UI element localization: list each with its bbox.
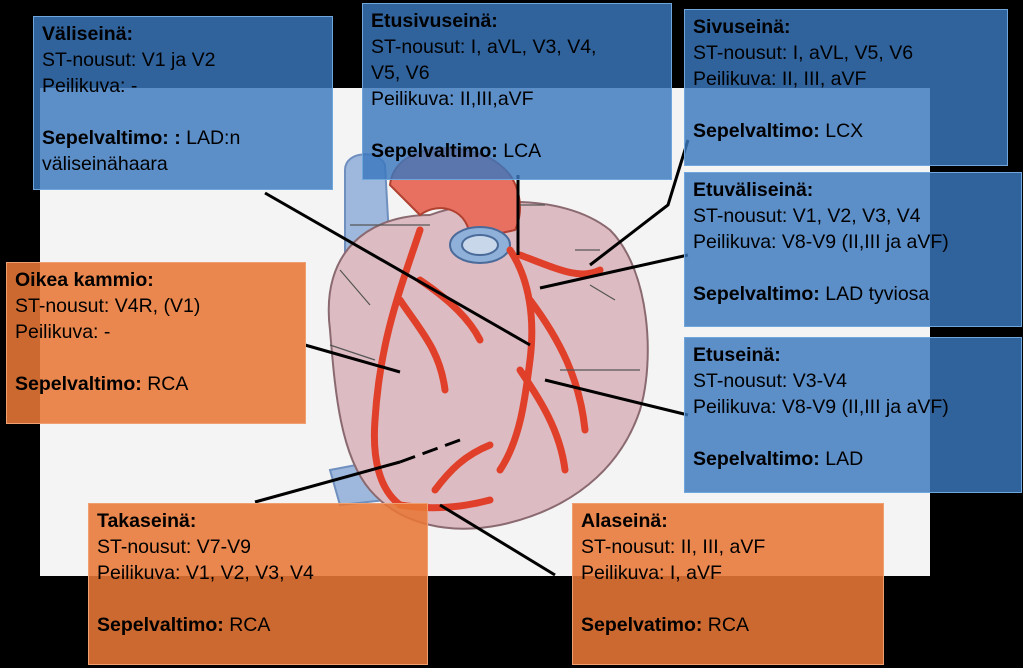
inferior-st-value: II, III, aVF	[680, 536, 766, 558]
rv-mirror-label: Peilikuva:	[15, 321, 99, 343]
septal-artery-row	[42, 125, 324, 151]
anteroseptal-mirror-row	[693, 229, 1013, 255]
inferior-mirror-label: Peilikuva:	[581, 562, 665, 584]
anterior-st-value: V3-V4	[792, 370, 847, 392]
posterior-wall-box	[88, 503, 428, 665]
posterior-mirror-label: Peilikuva:	[97, 562, 181, 584]
anteroseptal-wall-box	[684, 172, 1022, 327]
inferior-st-row	[581, 534, 875, 560]
right-ventricle-title: Oikea kammio:	[15, 269, 154, 291]
anterior-artery-label: Sepelvaltimo:	[693, 448, 820, 470]
lateral-artery-label: Sepelvaltimo:	[693, 120, 820, 142]
rv-artery-label: Sepelvaltimo:	[15, 373, 142, 395]
anterolateral-mirror-label: Peilikuva:	[371, 88, 455, 110]
inferior-artery-value: RCA	[707, 614, 749, 636]
anterolateral-mirror-row	[371, 86, 663, 112]
lateral-wall-box	[684, 9, 1008, 166]
rv-artery-row	[15, 371, 297, 397]
inferior-artery-label: Sepelvatimo:	[581, 614, 703, 636]
lateral-mirror-row	[693, 66, 999, 92]
lateral-artery-row	[693, 118, 999, 144]
anteroseptal-mirror-value: V8-V9 (II,III ja aVF)	[781, 231, 949, 253]
anterolateral-artery-value: LCA	[503, 140, 542, 162]
inferior-title: Alaseinä:	[581, 510, 668, 532]
anterior-mirror-label: Peilikuva:	[693, 396, 777, 418]
right-ventricle-box	[6, 262, 306, 424]
septal-st-value: V1 ja V2	[141, 49, 216, 71]
rv-mirror-value: -	[103, 321, 111, 343]
anterolateral-st-value-2: V5, V6	[371, 62, 430, 84]
posterior-st-value: V7-V9	[196, 536, 251, 558]
anteroseptal-mirror-label: Peilikuva:	[693, 231, 777, 253]
posterior-st-label: ST-nousut:	[97, 536, 192, 558]
anterior-st-label: ST-nousut:	[693, 370, 788, 392]
anterior-st-row	[693, 368, 1013, 394]
anterolateral-wall-box	[362, 3, 672, 180]
septal-artery-label: Sepelvaltimo: :	[42, 127, 181, 149]
septal-mirror-row	[42, 73, 324, 99]
anterolateral-title: Etusivuseinä:	[371, 10, 498, 32]
posterior-mirror-row	[97, 560, 419, 586]
anterolateral-st-value-1: I, aVL, V3, V4,	[470, 36, 597, 58]
anterolateral-artery-label: Sepelvaltimo:	[371, 140, 498, 162]
lateral-mirror-label: Peilikuva:	[693, 68, 777, 90]
anterior-mirror-row	[693, 394, 1013, 420]
inferior-mirror-row	[581, 560, 875, 586]
inferior-mirror-value: I, aVF	[669, 562, 722, 584]
rv-artery-value: RCA	[147, 373, 189, 395]
inferior-artery-row	[581, 612, 875, 638]
rv-st-label: ST-nousut:	[15, 295, 110, 317]
septal-wall-title: Väliseinä:	[42, 23, 134, 45]
anteroseptal-artery-label: Sepelvaltimo:	[693, 283, 820, 305]
posterior-artery-label: Sepelvaltimo:	[97, 614, 224, 636]
rv-st-row	[15, 293, 297, 319]
septal-wall-box	[33, 16, 333, 190]
anteroseptal-artery-row	[693, 281, 1013, 307]
posterior-mirror-value: V1, V2, V3, V4	[185, 562, 314, 584]
anterolateral-artery-row	[371, 138, 663, 164]
anteroseptal-artery-value: LAD tyviosa	[825, 283, 930, 305]
rv-st-value: V4R, (V1)	[114, 295, 201, 317]
anterolateral-st-row	[371, 34, 663, 60]
posterior-artery-value: RCA	[229, 614, 271, 636]
septal-mirror-value: -	[130, 75, 138, 97]
anterior-mirror-value: V8-V9 (II,III ja aVF)	[781, 396, 949, 418]
posterior-title: Takaseinä:	[97, 510, 197, 532]
septal-st-label: ST-nousut:	[42, 49, 137, 71]
anteroseptal-title: Etuväliseinä:	[693, 179, 814, 201]
anteroseptal-st-label: ST-nousut:	[693, 205, 788, 227]
anterior-title: Etuseinä:	[693, 344, 781, 366]
anteroseptal-st-row	[693, 203, 1013, 229]
anterolateral-mirror-value: II,III,aVF	[459, 88, 534, 110]
septal-mirror-label: Peilikuva:	[42, 75, 126, 97]
anterior-wall-box	[684, 337, 1022, 493]
septal-artery-value-1: LAD:n	[186, 127, 241, 149]
posterior-artery-row	[97, 612, 419, 638]
inferior-wall-box	[572, 503, 884, 665]
lateral-mirror-value: II, III, aVF	[781, 68, 867, 90]
lateral-st-label: ST-nousut:	[693, 42, 788, 64]
anterior-artery-value: LAD	[825, 448, 864, 470]
rv-mirror-row	[15, 319, 297, 345]
anterior-artery-row	[693, 446, 1013, 472]
septal-st-row	[42, 47, 324, 73]
lateral-artery-value: LCX	[825, 120, 864, 142]
inferior-st-label: ST-nousut:	[581, 536, 676, 558]
lateral-st-value: I, aVL, V5, V6	[792, 42, 914, 64]
posterior-st-row	[97, 534, 419, 560]
anteroseptal-st-value: V1, V2, V3, V4	[792, 205, 921, 227]
septal-artery-value-2: väliseinähaara	[42, 153, 168, 175]
anterolateral-st-label: ST-nousut:	[371, 36, 466, 58]
lateral-st-row	[693, 40, 999, 66]
lateral-title: Sivuseinä:	[693, 16, 791, 38]
